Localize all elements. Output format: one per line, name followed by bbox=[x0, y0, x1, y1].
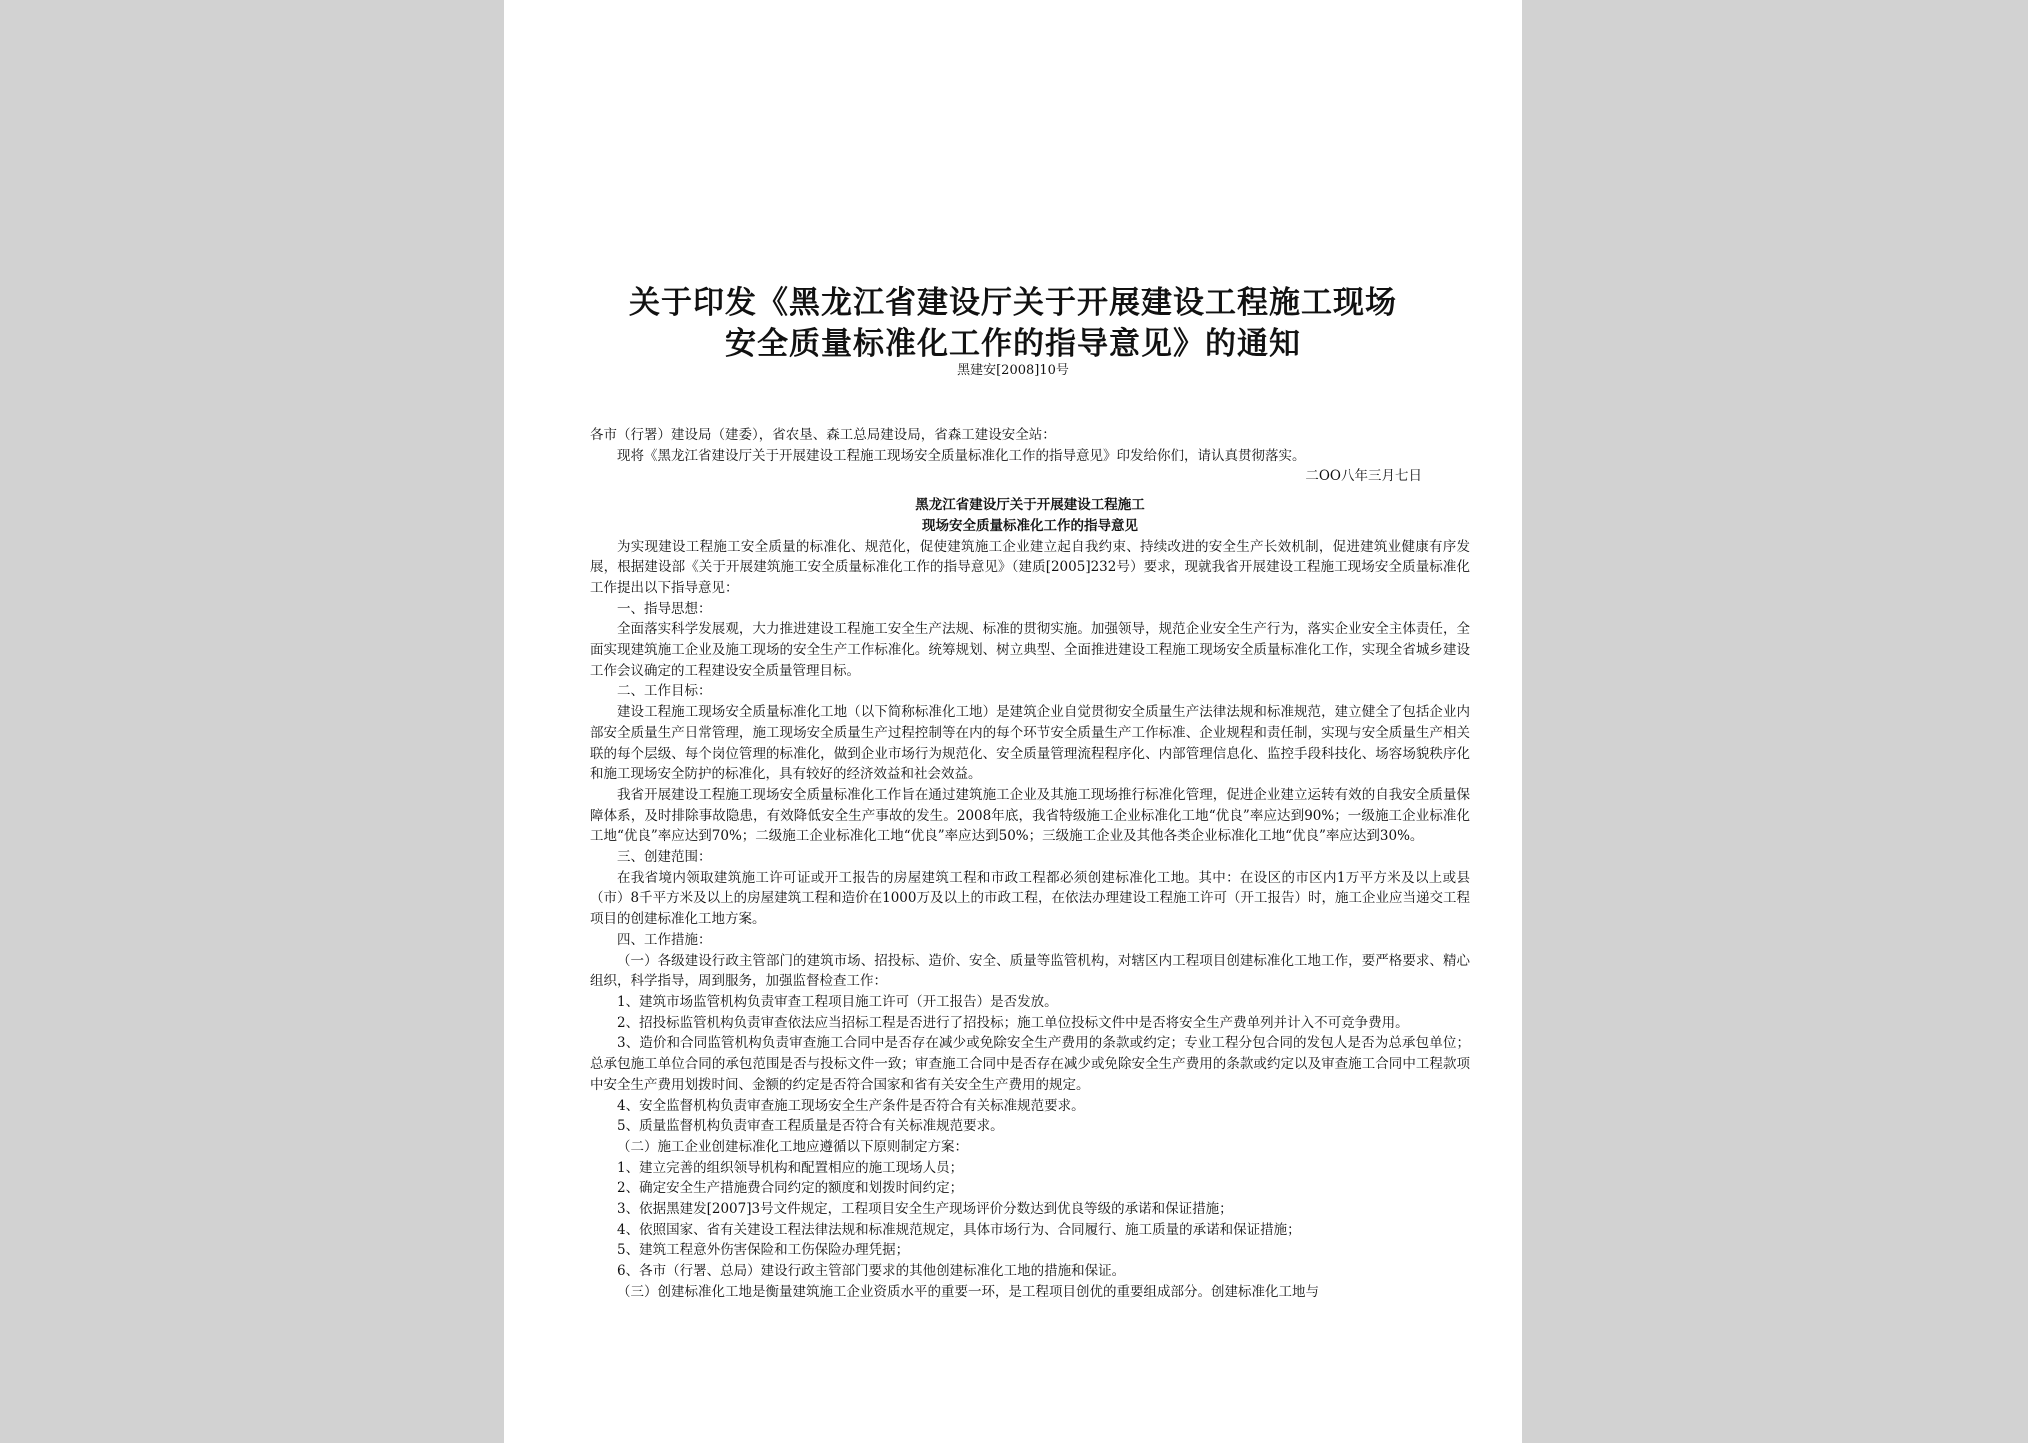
list-item: 1、建立完善的组织领导机构和配置相应的施工现场人员； bbox=[617, 1159, 964, 1176]
document-title-line-1: 关于印发《黑龙江省建设厅关于开展建设工程施工现场 bbox=[629, 285, 1397, 321]
document-page bbox=[504, 0, 1522, 1443]
section-heading: 四、工作措施： bbox=[617, 931, 712, 948]
list-item: 3、依据黑建发[2007]3号文件规定，工程项目安全生产现场评价分数达到优良等级的承诺和保证措施； bbox=[617, 1201, 1233, 1218]
notice-intro: 现将《黑龙江省建设厅关于开展建设工程施工现场安全质量标准化工作的指导意见》印发给你们，请认真贯彻落实。 bbox=[617, 447, 1306, 464]
list-item: 1、建筑市场监管机构负责审查工程项目施工许可（开工报告）是否发放。 bbox=[617, 993, 1058, 1010]
list-item: 6、各市（行署、总局）建设行政主管部门要求的其他创建标准化工地的措施和保证。 bbox=[617, 1263, 1126, 1280]
opinion-title-line-2: 现场安全质量标准化工作的指导意见 bbox=[922, 517, 1138, 534]
list-item: 5、质量监督机构负责审查工程质量是否符合有关标准规范要求。 bbox=[617, 1118, 1004, 1135]
section-paragraph: （一）各级建设行政主管部门的建筑市场、招投标、造价、安全、质量等监管机构，对辖区内工程项目创建标准化工地工作，要严格要求、精心组织，科学指导，周到服务，加强监督检查工作： bbox=[590, 952, 1470, 990]
section-heading: 三、创建范围： bbox=[617, 849, 712, 866]
opinion-title-line-1: 黑龙江省建设厅关于开展建设工程施工 bbox=[915, 497, 1145, 514]
section-paragraph: （三）创建标准化工地是衡量建筑施工企业资质水平的重要一环，是工程项目创优的重要组成部分。创建标准化工地与 bbox=[617, 1283, 1319, 1300]
document-number: 黑建安[2008]10号 bbox=[957, 363, 1069, 378]
section-heading: 一、指导思想： bbox=[617, 600, 712, 617]
notice-addressee: 各市（行署）建设局（建委），省农垦、森工总局建设局，省森工建设安全站： bbox=[590, 427, 1056, 443]
opinion-preamble: 为实现建设工程施工安全质量的标准化、规范化，促使建筑施工企业建立起自我约束、持续改进的安全生产长效机制，促进建筑业健康有序发展，根据建设部《关于开展建筑施工安全质量标准化工作的指导意见》（建质[2005]232号）要求，现就我省开展建设工程施工现场安全质量标准化工作提出以下指导意见： bbox=[590, 538, 1470, 596]
list-item: 4、安全监督机构负责审查施工现场安全生产条件是否符合有关标准规范要求。 bbox=[617, 1097, 1085, 1114]
document-body bbox=[590, 425, 1470, 1303]
section-paragraph: 建设工程施工现场安全质量标准化工地（以下简称标准化工地）是建筑企业自觉贯彻安全质量生产法律法规和标准规范，建立健全了包括企业内部安全质量生产日常管理，施工现场安全质量生产过程控制等在内的每个环节安全质量生产工作标准、企业规程和责任制，实现与安全质量生产相关联的每个层级、每个岗位管理的标准化，做到企业市场行为规范化、安全质量管理流程程序化、内部管理信息化、监控手段科技化、场容场貌秩序化和施工现场安全防护的标准化，具有较好的经济效益和社会效益。 bbox=[590, 704, 1470, 783]
list-item: 2、确定安全生产措施费合同约定的额度和划拨时间约定； bbox=[617, 1180, 964, 1197]
notice-date: 二OO八年三月七日 bbox=[1305, 468, 1422, 485]
section-paragraph: 在我省境内领取建筑施工许可证或开工报告的房屋建筑工程和市政工程都必须创建标准化工地。其中：在设区的市区内1万平方米及以上或县（市）8千平方米及以上的房屋建筑工程和造价在1000万及以上的市政工程，在依法办理建设工程施工许可（开工报告）时，施工企业应当递交工程项目的创建标准化工地方案。 bbox=[590, 869, 1470, 928]
list-item: 5、建筑工程意外伤害保险和工伤保险办理凭据； bbox=[617, 1242, 910, 1259]
section-paragraph: 全面落实科学发展观，大力推进建设工程施工安全生产法规、标准的贯彻实施。加强领导，规范企业安全生产行为，落实企业安全主体责任，全面实现建筑施工企业及施工现场的安全生产工作标准化。统筹规划、树立典型、全面推进建设工程施工现场安全质量标准化工作，实现全省城乡建设工作会议确定的工程建设安全质量管理目标。 bbox=[590, 621, 1470, 679]
list-item: 3、造价和合同监管机构负责审查施工合同中是否存在减少或免除安全生产费用的条款或约定；专业工程分包合同的发包人是否为总承包单位；总承包施工单位合同的承包范围是否与投标文件一致；审查施工合同中是否存在减少或免除安全生产费用的条款或约定以及审查施工合同中工程款项中安全生产费用划拨时间、金额的约定是否符合国家和省有关安全生产费用的规定。 bbox=[590, 1035, 1470, 1093]
list-item: 2、招投标监管机构负责审查依法应当招标工程是否进行了招投标；施工单位投标文件中是否将安全生产费单列并计入不可竞争费用。 bbox=[617, 1014, 1409, 1031]
list-item: 4、依照国家、省有关建设工程法律法规和标准规范规定，具体市场行为、合同履行、施工质量的承诺和保证措施； bbox=[617, 1221, 1301, 1238]
document-title-line-2: 安全质量标准化工作的指导意见》的通知 bbox=[725, 326, 1301, 362]
section-paragraph: （二）施工企业创建标准化工地应遵循以下原则制定方案： bbox=[617, 1138, 968, 1155]
section-heading: 二、工作目标： bbox=[617, 683, 712, 700]
section-paragraph: 我省开展建设工程施工现场安全质量标准化工作旨在通过建筑施工企业及其施工现场推行标准化管理，促进企业建立运转有效的自我安全质量保障体系，及时排除事故隐患，有效降低安全生产事故的发生。2008年底，我省特级施工企业标准化工地“优良”率应达到90%；一级施工企业标准化工地“优良”率应达到70%；二级施工企业标准化工地“优良”率应达到50%；三级施工企业及其他各类企业标准化工地“优良”率应达到30%。 bbox=[590, 786, 1470, 845]
